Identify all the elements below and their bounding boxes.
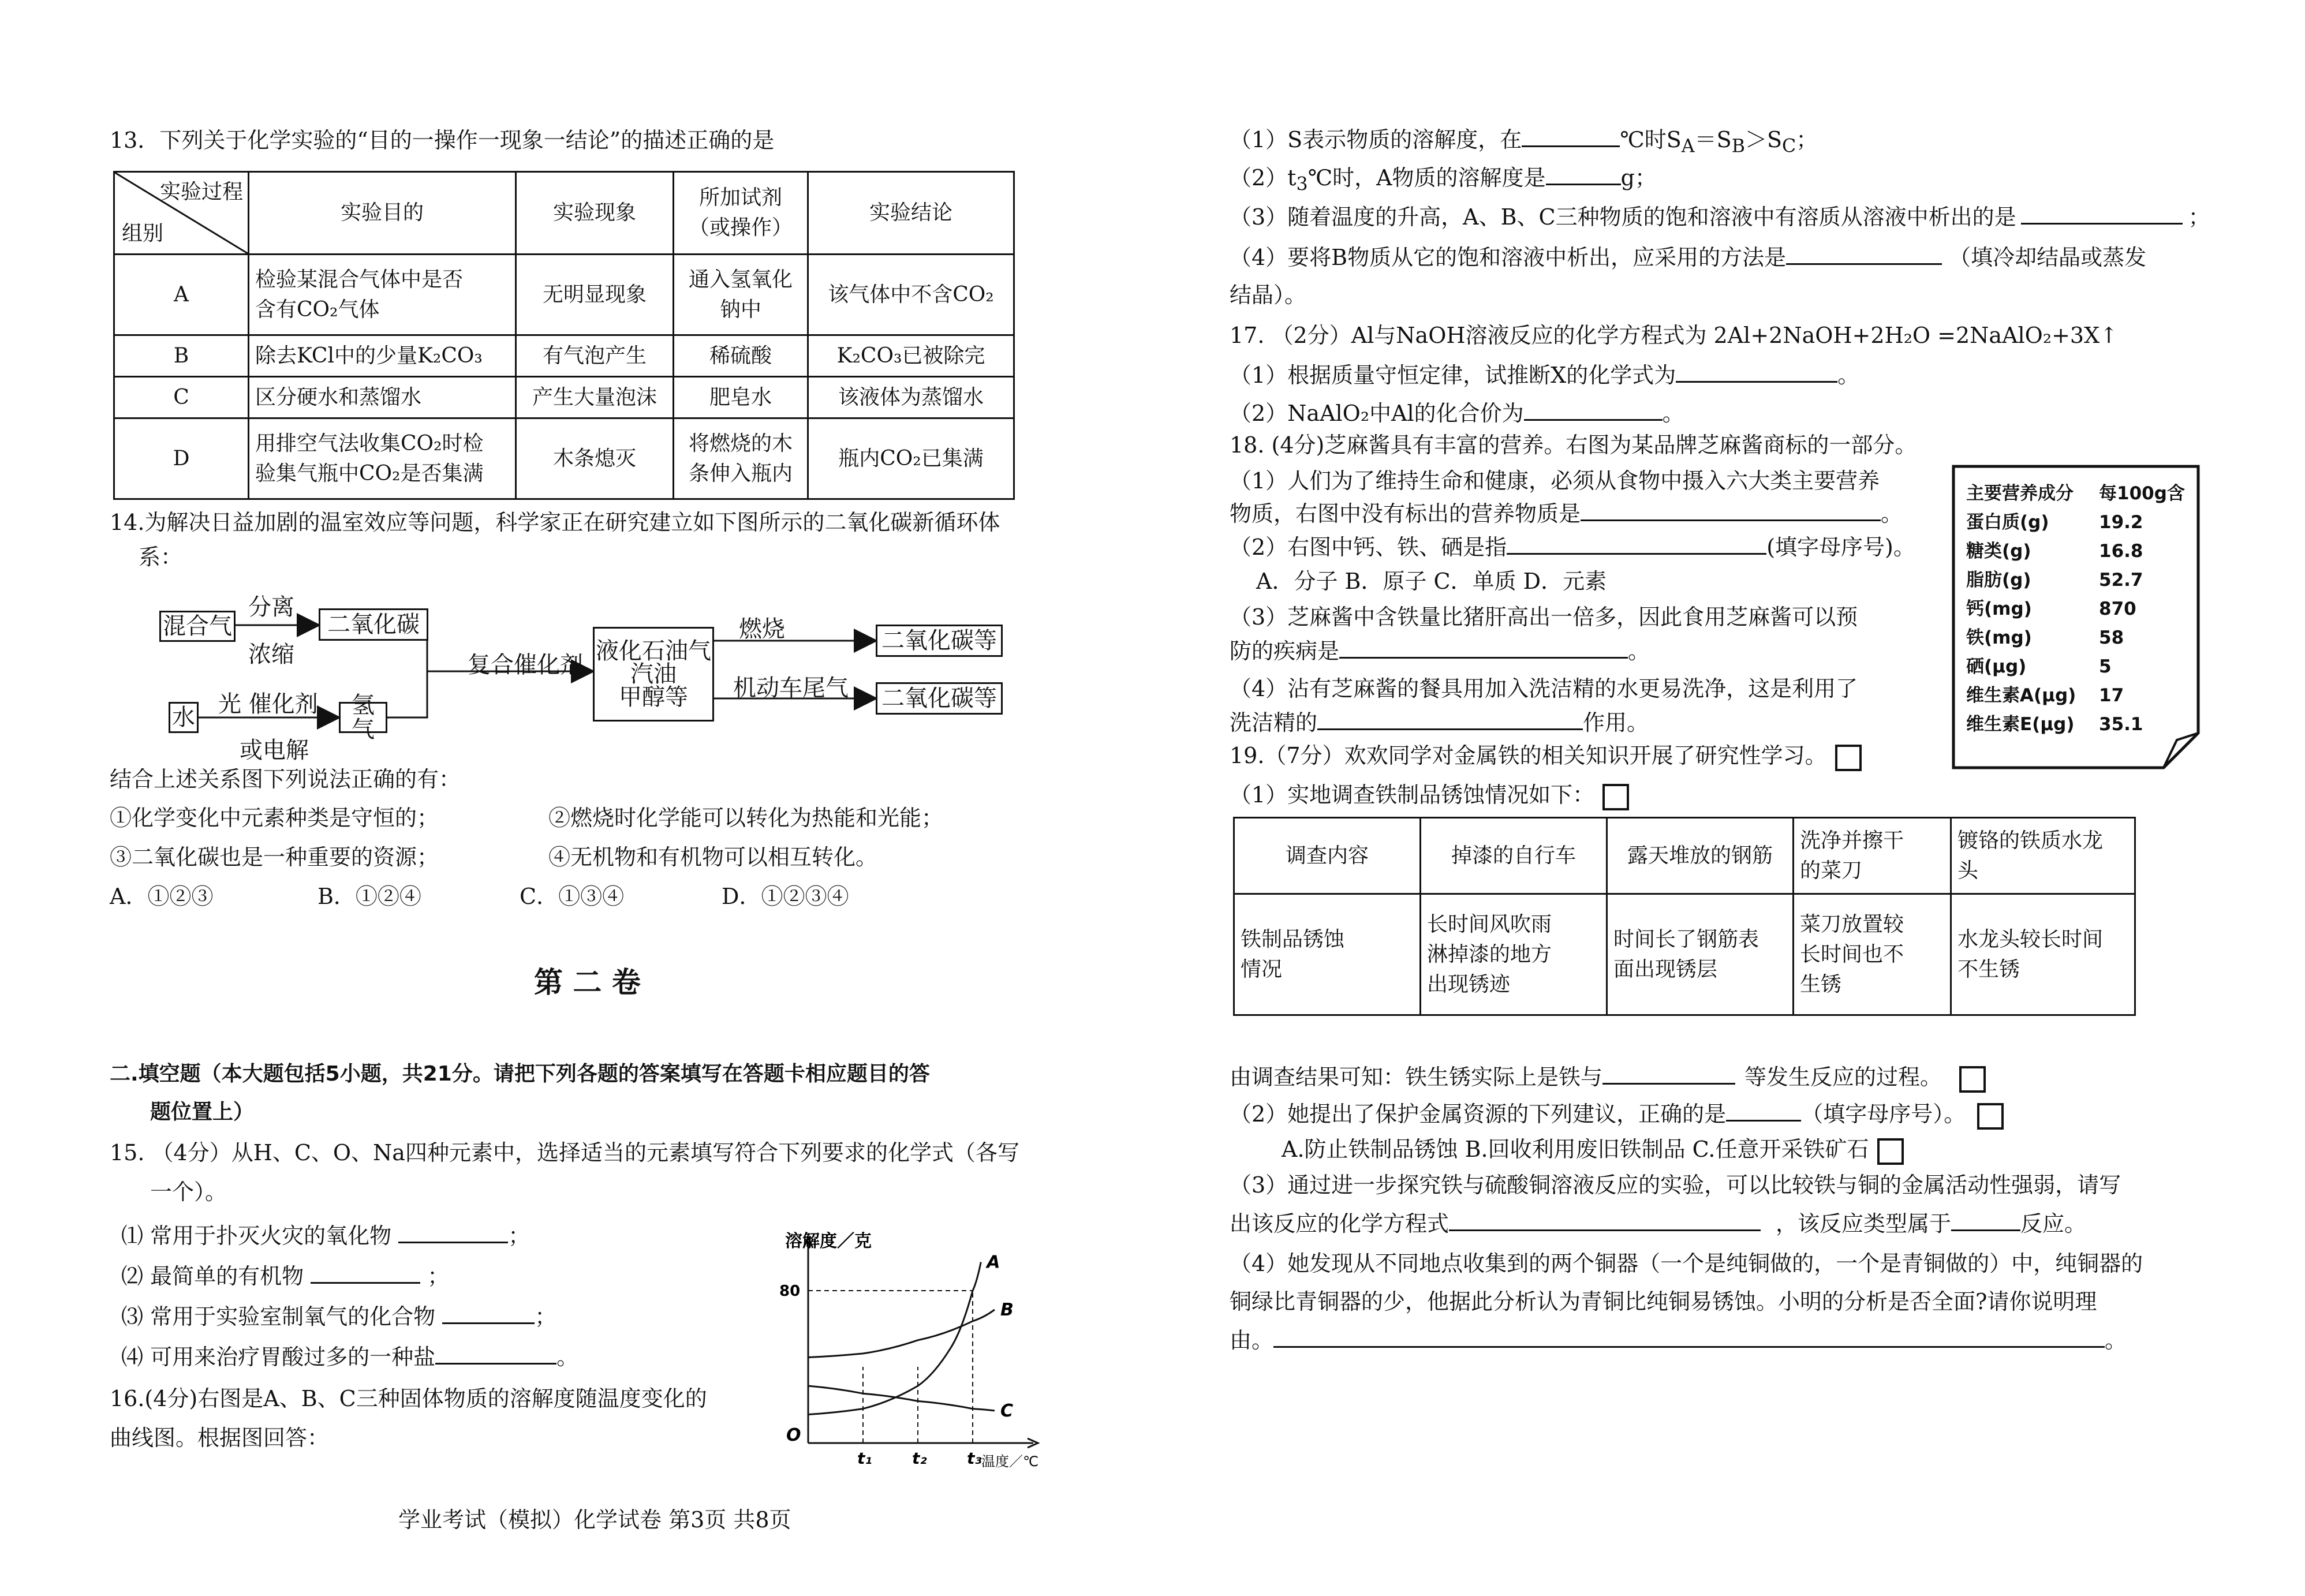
q17-blank-1[interactable] <box>1676 360 1837 383</box>
list-item <box>1966 681 2185 710</box>
chart-xlabel: 温度／℃ <box>981 1453 1038 1470</box>
nutrient-name: 糖类(g) <box>1966 541 2031 562</box>
q14-s2: ②燃烧时化学能可以转化为热能和光能； <box>548 805 944 831</box>
q19-h4-l2: 头 <box>1957 858 1979 883</box>
nutrient-name: 维生素E(μg) <box>1966 714 2075 735</box>
q19-h3 <box>1794 818 1951 894</box>
q18-i3-l2-text: 防的疾病是 <box>1230 638 1340 664</box>
q14-lead: 结合上述关系图下列说法正确的有： <box>110 767 461 792</box>
nutrition-label <box>1949 462 2204 773</box>
row-purpose-l2: 验集气瓶中CO₂是否集满 <box>255 461 484 485</box>
q18-item-1-l2 <box>1230 499 1903 528</box>
series-line-a <box>808 1262 981 1415</box>
label-electrolysis: 或电解 <box>240 737 309 764</box>
q18-options: A．分子 B．原子 C．单质 D．元素 <box>1256 569 1607 594</box>
header-conclusion: 实验结论 <box>808 172 1014 255</box>
q19-item-4-l2: 铜绿比青铜器的少，他据此分析认为青铜比纯铜易锈蚀。小明的分析是否全面?请你说明理 <box>1230 1289 2097 1314</box>
q19-r1 <box>1421 894 1607 1015</box>
q19-r0-l2: 情况 <box>1241 957 1283 981</box>
label-exhaust: 机动车尾气 <box>733 675 849 701</box>
q19-h3-l1: 洗净并擦干 <box>1800 828 1904 853</box>
chart-ytick-80: 80 <box>779 1283 801 1300</box>
q15-item-1-text: ⑴ 常用于扑灭火灾的氧化物 <box>121 1223 392 1249</box>
q16-i3-end: ； <box>2188 204 2210 230</box>
q19-item-3-l1: （3）通过进一步探究铁与硫酸铜溶液反应的实验，可以比较铁与铜的金属活动性强弱，请写 <box>1230 1172 2121 1198</box>
q19-i4-end: 。 <box>2105 1328 2127 1353</box>
solubility-chart <box>774 1229 1074 1470</box>
row-group: B <box>114 335 249 377</box>
row-phenomenon: 产生大量泡沫 <box>516 377 674 418</box>
q17-blank-2[interactable] <box>1524 398 1663 421</box>
q18-item-1-l1: （1）人们为了维持生命和健康，必须从食物中摄入六大类主要营养 <box>1230 468 1880 494</box>
corner-bottom: 组别 <box>122 222 164 245</box>
q19-i3-l2c: 反应。 <box>2020 1211 2087 1236</box>
row-purpose-l2: 含有CO₂气体 <box>255 297 380 322</box>
q15-item-2: ⑵ 最简单的有机物 ； <box>121 1261 449 1291</box>
q18-blank-3[interactable] <box>1339 636 1628 659</box>
row-phenomenon: 无明显现象 <box>516 255 674 335</box>
q19-stem <box>1230 741 1862 771</box>
q15-blank-3[interactable] <box>442 1302 535 1324</box>
q19-blank-4[interactable] <box>1273 1325 2105 1348</box>
list-item <box>1966 652 2185 681</box>
q16-i2-a: （2）t <box>1230 165 1297 190</box>
box-co2-etc-1: 二氧化碳等 <box>876 625 1003 657</box>
q15-blank-1[interactable] <box>398 1221 508 1243</box>
q16-blank-2[interactable] <box>1546 163 1621 185</box>
q16-i3-text: （3）随着温度的升高，A、B、C三种物质的饱和溶液中有溶质从溶液中析出的是 <box>1230 204 2016 230</box>
nutrient-name: 钙(mg) <box>1966 599 2032 619</box>
table-row <box>114 377 1014 418</box>
q18-i2-text: （2）右图中钙、铁、硒是指 <box>1230 535 1507 560</box>
row-conclusion: 瓶内CO₂已集满 <box>808 418 1014 499</box>
nutrient-name: 铁(mg) <box>1966 627 2032 648</box>
q18-i4-end: 作用。 <box>1583 710 1649 735</box>
q19-h3-l2: 的菜刀 <box>1800 858 1863 883</box>
nutrient-value: 17 <box>2099 685 2124 706</box>
q17-item-1 <box>1230 360 1859 390</box>
q19-i4-l3-text: 由。 <box>1230 1328 1274 1353</box>
q15-item-3: ⑶ 常用于实验室制氧气的化合物 ； <box>121 1302 556 1331</box>
row-reagent-l2: 条伸入瓶内 <box>688 461 793 485</box>
q16-i4-a: （4）要将B物质从它的饱和溶液中析出，应采用的方法是 <box>1230 245 1787 270</box>
corner-top: 实验过程 <box>159 180 243 204</box>
sub-a: A <box>1681 136 1695 157</box>
q18-i1-end: 。 <box>1881 501 1903 526</box>
q16-end-1: ； <box>1796 127 1818 152</box>
q19-r0 <box>1234 894 1421 1015</box>
nutrition-list <box>1966 479 2185 739</box>
q19-stem-text: 19.（7分）欢欢同学对金属铁的相关知识开展了研究性学习。 <box>1230 743 1827 768</box>
q18-i2-end: (填字母序号)。 <box>1766 535 1915 560</box>
q14-s4: ④无机物和有机物可以相互转化。 <box>548 844 878 870</box>
q19-h4 <box>1951 818 2135 894</box>
q17-i1-end: 。 <box>1837 362 1860 388</box>
answer-box[interactable] <box>1602 784 1629 810</box>
row-reagent <box>674 255 808 335</box>
q13-stem: 13．下列关于化学实验的“目的一操作一现象一结论”的描述正确的是 <box>110 128 775 153</box>
table-row <box>1234 818 2135 894</box>
table-row <box>114 335 1014 377</box>
list-item <box>1966 710 2185 739</box>
q17-item-2 <box>1230 398 1684 428</box>
q17-i1-text: （1）根据质量守恒定律，试推断X的化学式为 <box>1230 362 1676 388</box>
box-hydrogen: 氢气 <box>339 702 387 733</box>
q18-stem: 18. (4分)芝麻酱具有丰富的营养。右图为某品牌芝麻酱商标的一部分。 <box>1230 432 1917 458</box>
header-reagent-l1: 所加试剂 <box>698 186 782 210</box>
x-tick-label: t₃ <box>967 1449 982 1468</box>
nutrient-name: 脂肪(g) <box>1966 570 2031 590</box>
q16-gt: ＞S <box>1744 127 1782 152</box>
row-conclusion: K₂CO₃已被除完 <box>808 335 1014 377</box>
q16-item-4 <box>1230 242 2146 272</box>
answer-box[interactable] <box>1977 1103 2004 1130</box>
q16-item-3 <box>1230 202 2210 231</box>
nutrient-value: 58 <box>2099 627 2124 648</box>
q19-r3 <box>1794 894 1951 1015</box>
q13-table <box>113 171 1015 500</box>
q19-r0-l1: 铁制品锈蚀 <box>1241 927 1345 951</box>
chart-guides <box>808 1291 982 1468</box>
q19-h0: 调查内容 <box>1234 818 1421 894</box>
q16-stem-l1: 16.(4分)右图是A、B、C三种固体物质的溶解度随温度变化的 <box>110 1386 707 1411</box>
row-conclusion: 该液体为蒸馏水 <box>808 377 1014 418</box>
q15-stem-l2: 一个）。 <box>150 1179 227 1205</box>
q19-i2-b: （填字母序号）。 <box>1801 1101 1966 1127</box>
label-composite-catalyst: 复合催化剂 <box>468 652 583 678</box>
q19-table <box>1233 817 2136 1016</box>
series-label-b: B <box>1000 1300 1014 1320</box>
nutrient-name: 蛋白质(g) <box>1966 512 2049 533</box>
q18-blank-2[interactable] <box>1507 532 1766 555</box>
q16-i2-b: ℃时，A物质的溶解度是 <box>1307 165 1546 190</box>
q19-r3-l3: 生锈 <box>1800 972 1842 996</box>
q18-item-3-l1: （3）芝麻酱中含铁量比猪肝高出一倍多，因此食用芝麻酱可以预 <box>1230 604 1858 630</box>
q19-result-b: 等发生反应的过程。 <box>1744 1064 1942 1090</box>
label-combustion: 燃烧 <box>739 616 785 642</box>
row-reagent-l2: 钠中 <box>719 297 761 322</box>
box-co2-etc-2: 二氧化碳等 <box>876 682 1003 715</box>
q19-item-2-options <box>1282 1135 1904 1165</box>
nutrient-value: 52.7 <box>2099 570 2143 590</box>
q16-eq: ＝S <box>1694 127 1732 152</box>
q16-stem-l2: 曲线图。根据图回答： <box>110 1425 330 1451</box>
list-item <box>1966 595 2185 623</box>
q16-blank-4[interactable] <box>1786 242 1942 265</box>
q14-opt-a: A．①②③ <box>110 884 214 909</box>
list-item <box>1966 508 2185 537</box>
q15-blank-4[interactable] <box>435 1342 556 1365</box>
q18-item-3-l2 <box>1230 636 1650 666</box>
q14-opt-b: B．①②④ <box>317 884 421 909</box>
q16-item-4-cont: 结晶）。 <box>1230 282 1307 308</box>
box-products <box>593 627 714 722</box>
header-phenomenon: 实验现象 <box>516 172 674 255</box>
answer-box[interactable] <box>1877 1138 1904 1165</box>
row-group: D <box>114 418 249 499</box>
nutrition-title-a: 主要营养成分 <box>1966 483 2074 504</box>
q16-blank-3[interactable] <box>2021 202 2183 225</box>
q19-i1-text: （1）实地调查铁制品锈蚀情况如下： <box>1230 782 1595 808</box>
q15-blank-2[interactable] <box>311 1261 420 1284</box>
row-purpose <box>249 255 516 335</box>
q19-r4 <box>1951 894 2135 1015</box>
chart-origin: O <box>786 1425 801 1445</box>
row-purpose-l1: 检验某混合气体中是否 <box>255 267 464 291</box>
q16-i4-b: （填冷却结晶或蒸发 <box>1949 245 2147 270</box>
q19-result <box>1230 1062 1986 1093</box>
label-concentrate: 浓缩 <box>248 641 294 668</box>
row-purpose <box>249 418 516 499</box>
x-tick-label: t₁ <box>857 1449 872 1468</box>
nutrient-value: 870 <box>2099 599 2136 619</box>
answer-box[interactable] <box>1959 1066 1986 1093</box>
list-item <box>1966 537 2185 566</box>
nutrient-value: 35.1 <box>2099 714 2143 735</box>
q15-item-4: ⑷ 可用来治疗胃酸过多的一种盐 。 <box>121 1342 578 1371</box>
q19-r3-l1: 菜刀放置较 <box>1800 912 1904 936</box>
table-row <box>114 418 1014 499</box>
product-l3: 甲醇等 <box>619 684 688 711</box>
q18-i3-end: 。 <box>1628 638 1650 664</box>
q19-r2-l1: 时间长了钢筋表 <box>1613 927 1759 951</box>
q19-i2-options-text: A.防止铁制品锈蚀 B.回收利用废旧铁制品 C.任意开采铁矿石 <box>1282 1137 1869 1162</box>
q18-i1-l2-text: 物质，右图中没有标出的营养物质是 <box>1230 501 1581 526</box>
table-row <box>114 255 1014 335</box>
sub-c: C <box>1782 136 1796 157</box>
q19-item-1 <box>1230 780 1629 810</box>
row-reagent-l1: 将燃烧的木 <box>688 431 793 455</box>
label-light-catalyst: 光 催化剂 <box>218 691 318 717</box>
box-co2: 二氧化碳 <box>319 608 428 641</box>
q19-h2: 露天堆放的钢筋 <box>1607 818 1794 894</box>
row-reagent: 肥皂水 <box>674 377 808 418</box>
q18-blank-4[interactable] <box>1317 708 1583 730</box>
q18-item-4-l2 <box>1230 708 1649 737</box>
row-group: C <box>114 377 249 418</box>
sub-b: B <box>1731 136 1745 157</box>
answer-box[interactable] <box>1835 745 1862 771</box>
q17-stem: 17. （2分）Al与NaOH溶液反应的化学方程式为 2Al+2NaOH+2H₂O =2NaAlO₂+3X↑ <box>1230 323 2118 348</box>
q15-stem-l1: 15. （4分）从H、C、O、Na四种元素中，选择适当的元素填写符合下列要求的化学式（各写 <box>110 1140 1019 1165</box>
nutrient-value: 16.8 <box>2099 541 2143 562</box>
row-phenomenon: 木条熄灭 <box>516 418 674 499</box>
q14-opt-d: D．①②③④ <box>722 884 849 909</box>
q13-corner-cell <box>114 172 249 255</box>
section2-heading-l1: 二.填空题（本大题包括5小题，共21分。请把下列各题的答案填写在答题卡相应题目的答 <box>110 1062 930 1086</box>
q18-i4-l2-text: 洗洁精的 <box>1230 710 1318 735</box>
nutrient-value: 19.2 <box>2099 512 2143 533</box>
row-purpose-l1: 用排空气法收集CO₂时检 <box>255 431 484 455</box>
q16-i1-b: ℃时S <box>1620 127 1682 152</box>
q19-h1: 掉漆的自行车 <box>1421 818 1607 894</box>
q16-item-1 <box>1230 125 1818 161</box>
row-reagent-l1: 通入氢氧化 <box>688 267 793 291</box>
q18-item-4-l1: （4）沾有芝麻酱的餐具用加入洗洁精的水更易洗净，这是利用了 <box>1230 676 1858 701</box>
q19-blank-3a[interactable] <box>1449 1209 1761 1231</box>
q14-stem-l2: 系： <box>139 544 183 570</box>
q19-i2-a: （2）她提出了保护金属资源的下列建议，正确的是 <box>1230 1101 1727 1127</box>
q19-r3-l2: 长时间也不 <box>1800 942 1904 966</box>
list-item <box>1966 623 2185 652</box>
q17-i2-end: 。 <box>1662 401 1684 426</box>
right-page <box>1152 0 2305 1596</box>
q16-i2-c: g； <box>1620 165 1657 190</box>
nutrient-name: 维生素A(μg) <box>1966 685 2076 706</box>
q19-blank-3b[interactable] <box>1951 1209 2020 1231</box>
q19-blank-2[interactable] <box>1726 1099 1801 1122</box>
chart-series <box>808 1253 1014 1421</box>
row-phenomenon: 有气泡产生 <box>516 335 674 377</box>
q18-item-2 <box>1230 532 1915 562</box>
header-reagent <box>674 172 808 255</box>
q19-r1-l2: 淋掉漆的地方 <box>1427 942 1552 966</box>
q14-s1: ①化学变化中元素种类是守恒的； <box>110 805 439 831</box>
q14-s3: ③二氧化碳也是一种重要的资源； <box>110 844 439 870</box>
q18-blank-1[interactable] <box>1581 499 1881 521</box>
series-label-c: C <box>1000 1400 1014 1421</box>
q19-r2 <box>1607 894 1794 1015</box>
q19-item-4-l1: （4）她发现从不同地点收集到的两个铜器（一个是纯铜做的，一个是青铜做的）中，纯铜器的 <box>1230 1251 2143 1276</box>
header-reagent-l2: （或操作） <box>688 216 793 240</box>
row-reagent: 稀硫酸 <box>674 335 808 377</box>
q19-r1-l3: 出现锈迹 <box>1427 972 1511 996</box>
q19-item-4-l3 <box>1230 1325 2127 1355</box>
q15-item-2-text: ⑵ 最简单的有机物 <box>121 1264 304 1289</box>
q19-item-2 <box>1230 1099 2004 1130</box>
q19-item-3-l2 <box>1230 1209 2086 1238</box>
q19-r4-l1: 水龙头较长时间 <box>1957 927 2104 951</box>
series-line-c <box>808 1386 995 1411</box>
row-purpose: 区分硬水和蒸馏水 <box>249 377 516 418</box>
q19-i3-l2b: ，该反应类型属于 <box>1776 1211 1952 1236</box>
chart-ylabel: 溶解度／克 <box>785 1231 872 1251</box>
product-l2: 汽油 <box>630 661 677 687</box>
q15-item-4-text: ⑷ 可用来治疗胃酸过多的一种盐 <box>121 1344 436 1370</box>
q19-i3-l2a: 出该反应的化学方程式 <box>1230 1211 1450 1236</box>
header-purpose: 实验目的 <box>249 172 516 255</box>
box-mixed-gas: 混合气 <box>159 611 236 642</box>
q19-r2-l2: 面出现锈层 <box>1613 957 1718 981</box>
box-water: 水 <box>169 702 199 733</box>
q16-blank-1[interactable] <box>1522 125 1620 147</box>
nutrient-value: 5 <box>2099 656 2112 677</box>
series-label-a: A <box>987 1252 1000 1273</box>
x-tick-label: t₂ <box>912 1449 927 1468</box>
left-page <box>0 0 1152 1596</box>
q19-r1-l1: 长时间风吹雨 <box>1427 912 1552 936</box>
q15-item-3-text: ⑶ 常用于实验室制氧气的化合物 <box>121 1304 436 1329</box>
co2-cycle-diagram <box>156 583 1033 773</box>
q16-i1-text: （1）S表示物质的溶解度，在 <box>1230 127 1522 152</box>
q19-blank-result[interactable] <box>1602 1062 1735 1085</box>
nutrition-title <box>1966 479 2185 508</box>
row-group: A <box>114 255 249 335</box>
q19-h4-l1: 镀铬的铁质水龙 <box>1957 828 2104 853</box>
page-footer: 学业考试（模拟）化学试卷 第3页 共8页 <box>398 1507 791 1533</box>
table-row <box>1234 894 2135 1015</box>
row-conclusion: 该气体中不含CO₂ <box>808 255 1014 335</box>
label-separate: 分离 <box>248 594 294 621</box>
list-item <box>1966 566 2185 595</box>
sub-3: 3 <box>1296 174 1308 195</box>
section-title: 第 二 卷 <box>534 965 641 999</box>
series-line-b <box>808 1310 995 1358</box>
q16-item-2 <box>1230 163 1657 199</box>
section2-heading-l2: 题位置上） <box>150 1100 255 1124</box>
q19-result-a: 由调查结果可知：铁生锈实际上是铁与 <box>1230 1064 1603 1090</box>
q15-item-1: ⑴ 常用于扑灭火灾的氧化物 ； <box>121 1221 530 1250</box>
row-reagent <box>674 418 808 499</box>
q14-stem-l1: 14.为解决日益加剧的温室效应等问题，科学家正在研究建立如下图所示的二氧化碳新循环体 <box>110 510 1000 535</box>
nutrition-title-b: 每100g含 <box>2099 483 2185 504</box>
nutrient-name: 硒(μg) <box>1966 656 2027 677</box>
product-l1: 液化石油气 <box>596 638 711 664</box>
q19-r4-l2: 不生锈 <box>1957 957 2020 981</box>
row-purpose: 除去KCl中的少量K₂CO₃ <box>249 335 516 377</box>
q17-i2-text: （2）NaAlO₂中Al的化合价为 <box>1230 401 1524 426</box>
q14-opt-c: C．①③④ <box>520 884 625 909</box>
